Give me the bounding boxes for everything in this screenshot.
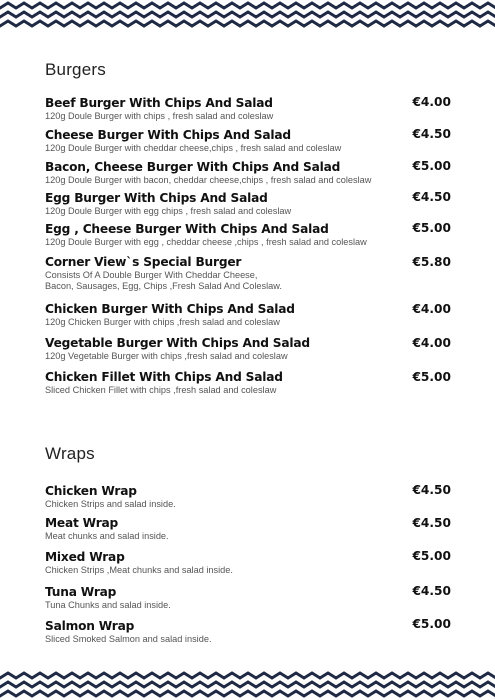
menu-item [45,370,455,396]
menu-item [45,191,455,217]
menu-item [45,302,455,328]
chevron-stripe [0,673,495,678]
top-chevron-border [0,0,495,30]
item-name: Beef Burger With Chips And Salad [45,96,273,110]
item-description: Meat chunks and salad inside. [45,531,169,541]
item-description: Chicken Strips ,Meat chunks and salad inside. [45,565,233,575]
item-description: Sliced Chicken Fillet with chips ,fresh salad and coleslaw [45,385,277,395]
chevron-stripe [0,691,495,696]
menu-item [45,222,455,248]
item-price: €4.00 [412,95,451,109]
item-name: Chicken Burger With Chips And Salad [45,302,295,316]
menu-item [45,516,455,542]
menu-item [45,160,455,186]
menu-item [45,96,455,122]
item-description: Sliced Smoked Salmon and salad inside. [45,634,212,644]
item-price: €4.00 [412,336,451,350]
menu-item [45,255,455,292]
item-name: Egg Burger With Chips And Salad [45,191,268,205]
item-name: Cheese Burger With Chips And Salad [45,128,291,142]
item-name: Corner View`s Special Burger [45,255,242,269]
chevron-stripe [0,682,495,687]
item-price: €5.00 [412,549,451,563]
item-description: 120g Doule Burger with egg , cheddar cheese ,chips , fresh salad and coleslaw [45,237,367,247]
item-description: 120g Doule Burger with bacon, cheddar cheese,chips , fresh salad and coleslaw [45,175,372,185]
item-price: €4.50 [412,127,451,141]
item-name: Chicken Fillet With Chips And Salad [45,370,283,384]
item-name: Mixed Wrap [45,550,125,564]
item-price: €5.00 [412,159,451,173]
item-description: 120g Chicken Burger with chips ,fresh salad and coleslaw [45,317,280,327]
item-name: Egg , Cheese Burger With Chips And Salad [45,222,329,236]
item-price: €5.00 [412,221,451,235]
item-name: Chicken Wrap [45,484,137,498]
item-description: 120g Doule Burger with chips , fresh salad and coleslaw [45,111,274,121]
item-name: Tuna Wrap [45,585,117,599]
item-description: 120g Doule Burger with egg chips , fresh salad and coleslaw [45,206,292,216]
section-title-wraps: Wraps [45,444,95,463]
item-price: €4.50 [412,483,451,497]
menu-item [45,619,455,645]
item-name: Vegetable Burger With Chips And Salad [45,336,310,350]
item-price: €4.50 [412,516,451,530]
bottom-chevron-border [0,670,495,700]
menu-item [45,336,455,362]
item-description: 120g Vegetable Burger with chips ,fresh salad and coleslaw [45,351,288,361]
item-price: €5.80 [412,255,451,269]
item-name: Meat Wrap [45,516,119,530]
menu-item [45,585,455,611]
item-name: Salmon Wrap [45,619,135,633]
item-description: Chicken Strips and salad inside. [45,499,176,509]
item-description: Consists Of A Double Burger With Cheddar Cheese, Bacon, Sausages, Egg, Chips ,Fresh Salad And Coleslaw. [45,270,282,291]
item-price: €4.50 [412,190,451,204]
item-price: €5.00 [412,370,451,384]
item-description: Tuna Chunks and salad inside. [45,600,171,610]
chevron-stripe [0,3,495,8]
menu-item [45,128,455,154]
item-price: €5.00 [412,617,451,631]
item-name: Bacon, Cheese Burger With Chips And Salad [45,160,341,174]
menu-item [45,484,455,510]
chevron-stripe [0,12,495,17]
chevron-stripe [0,21,495,26]
section-title-burgers: Burgers [45,60,106,79]
item-price: €4.50 [412,584,451,598]
item-price: €4.00 [412,302,451,316]
menu-item [45,550,455,576]
item-description: 120g Doule Burger with cheddar cheese,chips , fresh salad and coleslaw [45,143,342,153]
